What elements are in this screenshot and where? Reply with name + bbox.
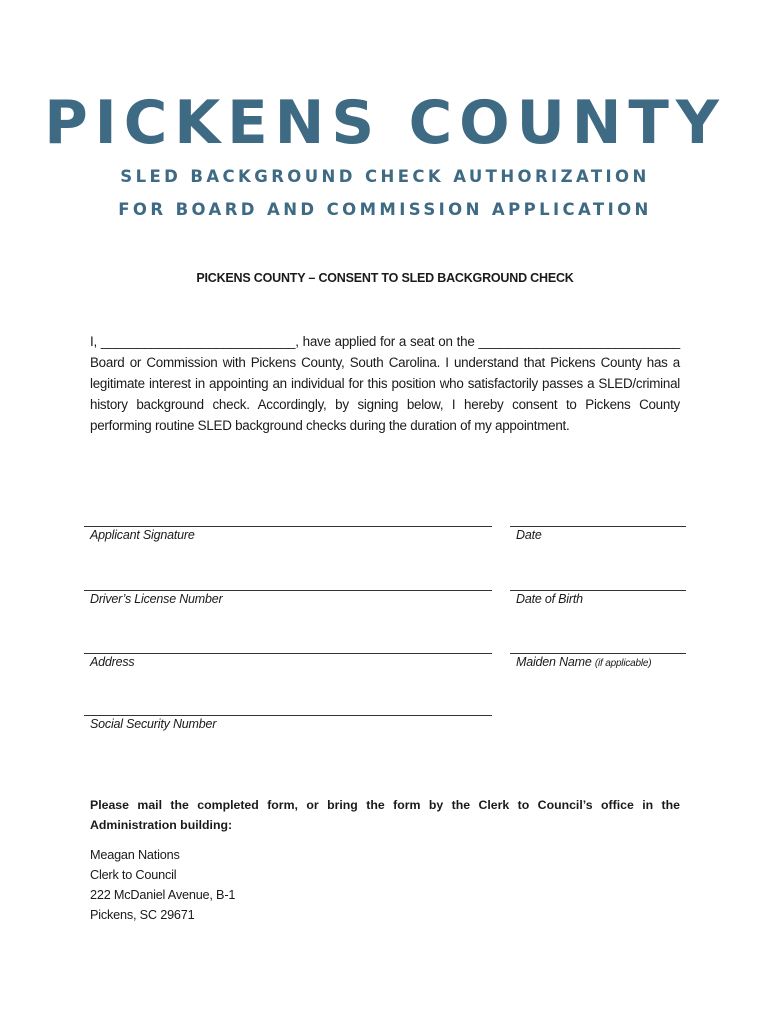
date-label: Date bbox=[516, 528, 542, 542]
subtitle-authorization: SLED BACKGROUND CHECK AUTHORIZATION bbox=[120, 167, 650, 186]
form-title: PICKENS COUNTY – CONSENT TO SLED BACKGROUND CHECK bbox=[196, 271, 574, 285]
maiden-name-text: Maiden Name bbox=[516, 655, 592, 669]
maiden-name-note: (if applicable) bbox=[594, 658, 652, 669]
contact-street: 222 McDaniel Avenue, B-1 bbox=[90, 888, 236, 902]
county-logo-text: PICKENS COUNTY bbox=[44, 88, 726, 158]
contact-address bbox=[90, 845, 235, 925]
drivers-license-label: Driver’s License Number bbox=[90, 592, 223, 606]
contact-title: Clerk to Council bbox=[90, 868, 177, 882]
address-line[interactable] bbox=[84, 653, 492, 654]
applicant-signature-line[interactable] bbox=[84, 526, 492, 527]
date-of-birth-label: Date of Birth bbox=[516, 592, 583, 606]
maiden-name-line[interactable] bbox=[510, 653, 686, 654]
mail-instructions: Please mail the completed form, or bring the form by the Clerk to Council’s office in the Administration building: bbox=[90, 798, 680, 832]
contact-name: Meagan Nations bbox=[90, 848, 180, 862]
drivers-license-line[interactable] bbox=[84, 590, 492, 591]
address-label: Address bbox=[90, 655, 135, 669]
subtitle-application: FOR BOARD AND COMMISSION APPLICATION bbox=[118, 200, 652, 219]
maiden-name-label bbox=[516, 655, 651, 669]
date-of-birth-line[interactable] bbox=[510, 590, 686, 591]
ssn-label: Social Security Number bbox=[90, 717, 217, 731]
letterhead bbox=[0, 88, 770, 219]
contact-city: Pickens, SC 29671 bbox=[90, 908, 195, 922]
ssn-line[interactable] bbox=[84, 715, 492, 716]
consent-paragraph: I, ___________________________, have applied for a seat on the ____________________________ Board or Commission with Pickens County, South Carolina. I understand that Pickens County has a legitimate interest in appointing an individual for this position who satisfactorily passes a SLED/criminal history background check. Accordingly, by signing below, I hereby consent to Pickens County performing routine SLED background checks during the duration of my appointment. bbox=[90, 334, 680, 433]
applicant-signature-label: Applicant Signature bbox=[90, 528, 195, 542]
date-line[interactable] bbox=[510, 526, 686, 527]
